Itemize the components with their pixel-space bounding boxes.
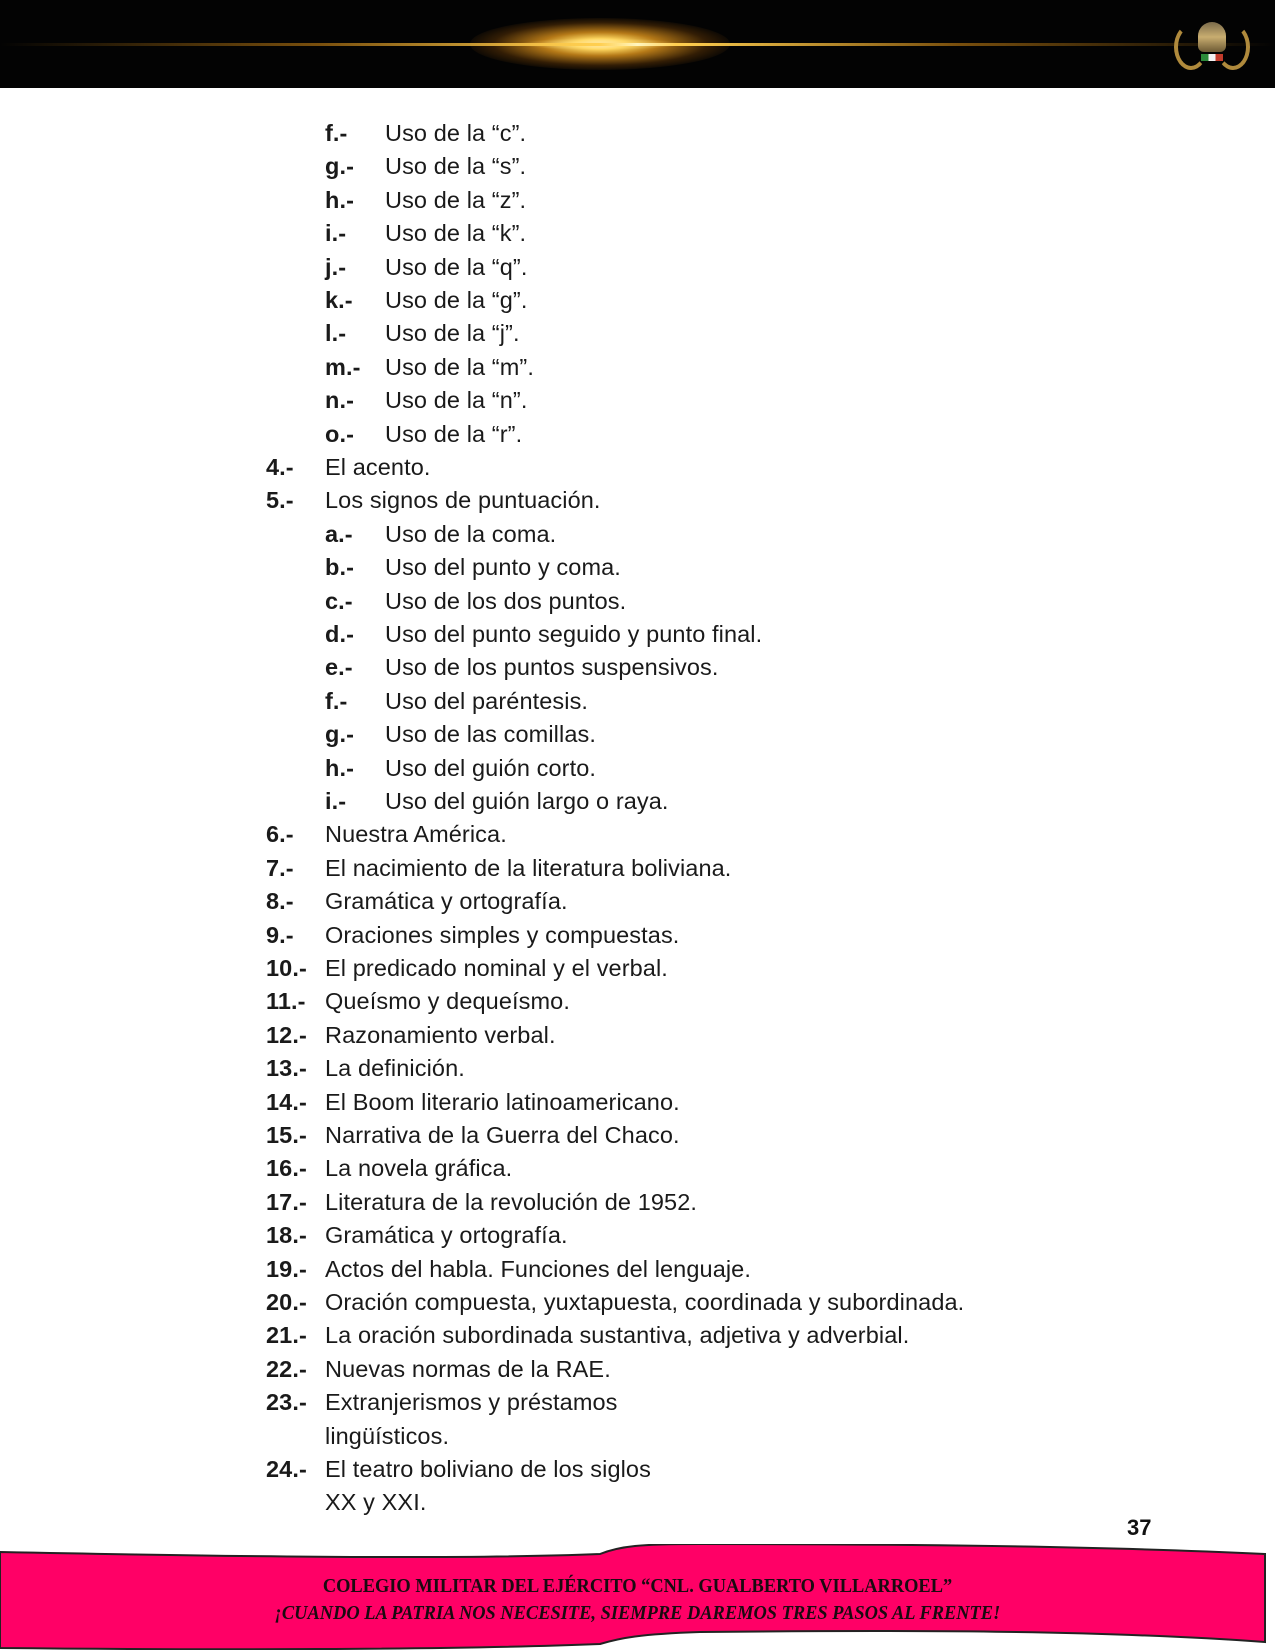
list-label: 4.-	[266, 454, 294, 480]
list-text: Uso de la “q”.	[385, 253, 528, 280]
list-text: Extranjerismos y préstamos	[325, 1389, 618, 1416]
list-text: Uso del guión largo o raya.	[385, 788, 669, 814]
list-text: El nacimiento de la literatura boliviana.	[325, 854, 732, 881]
list-label: 24.-	[266, 1456, 307, 1482]
flag-icon	[1201, 54, 1223, 61]
list-text: Queísmo y dequeísmo.	[325, 988, 570, 1015]
list-label: i.-	[325, 220, 347, 247]
list-label: 5.-	[266, 487, 294, 514]
list-label: 17.-	[266, 1188, 307, 1215]
header-banner	[0, 0, 1275, 88]
list-text: lingüísticos.	[325, 1422, 450, 1449]
list-label: e.-	[325, 654, 353, 681]
list-label: f.-	[325, 120, 348, 146]
list-label: g.-	[325, 721, 355, 748]
list-text: Uso de la “r”.	[385, 420, 523, 447]
list-label: g.-	[325, 153, 355, 180]
list-text: Narrativa de la Guerra del Chaco.	[325, 1122, 680, 1148]
list-text: Uso de la coma.	[385, 520, 557, 547]
list-label: o.-	[325, 420, 355, 447]
list-text: Uso de la “c”.	[385, 120, 527, 146]
list-text: La definición.	[325, 1055, 465, 1082]
list-label: j.-	[325, 253, 347, 280]
list-text: Nuevas normas de la RAE.	[325, 1355, 611, 1382]
list-label: 21.-	[266, 1322, 307, 1349]
list-text: Uso de la “z”.	[385, 186, 527, 213]
list-label: 10.-	[266, 955, 307, 981]
list-label: k.-	[325, 287, 353, 313]
list-text: El Boom literario latinoamericano.	[325, 1088, 680, 1115]
list-label: 9.-	[266, 921, 294, 948]
list-label: c.-	[325, 587, 353, 614]
list-label: 23.-	[266, 1389, 307, 1416]
light-streak	[0, 43, 1275, 46]
list-text: Uso del guión corto.	[385, 754, 597, 781]
list-text: Uso de la “m”.	[385, 353, 534, 380]
list-text: XX y XXI.	[325, 1489, 427, 1516]
list-text: La oración subordinada sustantiva, adjetiva y adverbial.	[325, 1322, 910, 1349]
list-label: h.-	[325, 186, 355, 213]
list-label: a.-	[325, 520, 353, 547]
list-text: Razonamiento verbal.	[325, 1021, 556, 1048]
list-label: 20.-	[266, 1289, 307, 1315]
list-text: Uso de la “s”.	[385, 153, 527, 180]
list-text: Uso de la “k”.	[385, 220, 527, 247]
list-text: El teatro boliviano de los siglos	[325, 1456, 651, 1482]
list-label: l.-	[325, 320, 347, 347]
list-label: 8.-	[266, 888, 294, 915]
list-text: Gramática y ortografía.	[325, 1222, 568, 1249]
list-text: Actos del habla. Funciones del lenguaje.	[325, 1255, 751, 1282]
list-text: Uso de las comillas.	[385, 721, 596, 748]
list-label: 12.-	[266, 1021, 307, 1048]
list-label: h.-	[325, 754, 355, 781]
institution-motto: ¡CUANDO LA PATRIA NOS NECESITE, SIEMPRE DAREMOS TRES PASOS AL FRENTE!	[274, 1602, 1001, 1624]
list-text: Uso del paréntesis.	[385, 687, 589, 714]
institution-name: COLEGIO MILITAR DEL EJÉRCITO “CNL. GUALBERTO VILLARROEL”	[322, 1575, 953, 1597]
list-text: El predicado nominal y el verbal.	[325, 955, 668, 981]
list-text: Uso de la “j”.	[385, 320, 520, 347]
list-text: Uso de los dos puntos.	[385, 587, 627, 614]
list-label: 22.-	[266, 1355, 307, 1382]
list-label: 14.-	[266, 1088, 307, 1115]
list-label: 11.-	[266, 988, 306, 1015]
list-text: Gramática y ortografía.	[325, 888, 568, 915]
list-text: Nuestra América.	[325, 821, 507, 848]
list-label: f.-	[325, 687, 348, 714]
list-text: Los signos de puntuación.	[325, 487, 601, 514]
list-text: Uso de la “n”.	[385, 387, 528, 414]
list-label: b.-	[325, 554, 355, 581]
helmet-icon	[1198, 22, 1226, 52]
list-label: 18.-	[266, 1222, 307, 1249]
list-label: 13.-	[266, 1055, 307, 1082]
list-label: 7.-	[266, 854, 294, 881]
list-label: 6.-	[266, 821, 294, 848]
list-text: Literatura de la revolución de 1952.	[325, 1188, 698, 1215]
list-text: Uso de la “g”.	[385, 287, 528, 313]
list-text: El acento.	[325, 454, 431, 480]
list-label: n.-	[325, 387, 355, 414]
list-label: 16.-	[266, 1155, 307, 1182]
list-text: Oración compuesta, yuxtapuesta, coordinada y subordinada.	[325, 1289, 965, 1315]
list-text: La novela gráfica.	[325, 1155, 513, 1182]
list-label: 19.-	[266, 1255, 307, 1282]
page-number: 37	[1127, 1515, 1152, 1540]
list-label: 15.-	[266, 1122, 307, 1148]
list-label: i.-	[325, 788, 347, 814]
list-text: Uso de los puntos suspensivos.	[385, 654, 719, 681]
list-text: Uso del punto seguido y punto final.	[385, 621, 763, 647]
list-label: m.-	[325, 353, 361, 380]
list-text: Uso del punto y coma.	[385, 554, 621, 581]
list-label: d.-	[325, 621, 355, 647]
list-text: Oraciones simples y compuestas.	[325, 921, 680, 948]
military-emblem-icon	[1172, 18, 1252, 68]
